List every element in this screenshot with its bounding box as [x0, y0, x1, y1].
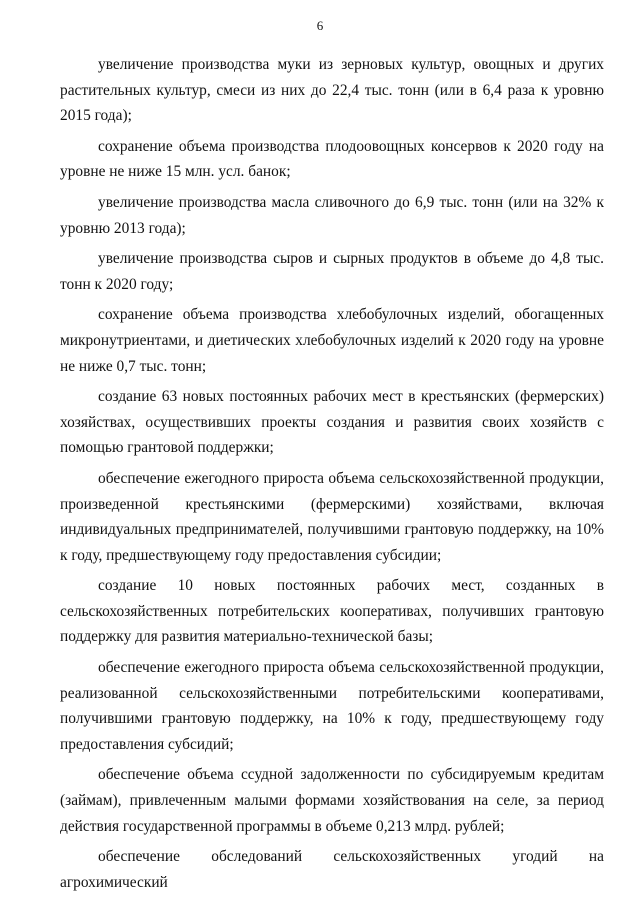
paragraph-cooperative-jobs: создание 10 новых постоянных рабочих мест, созданных в сельскохозяйственных потребительских кооперативах, получивших грантовую поддержку для развития материально-технической базы; [60, 577, 604, 646]
paragraph-farm-jobs: создание 63 новых постоянных рабочих мест в крестьянских (фермерских) хозяйствах, осуществивших проекты создания и развития своих хозяйств с помощью грантовой поддержки; [60, 388, 604, 457]
paragraph-butter-production: увеличение производства масла сливочного до 6,9 тыс. тонн (или на 32% к уровню 2013 года); [60, 193, 604, 237]
document-body [60, 52, 604, 900]
paragraph-cooperative-sales-growth: обеспечение ежегодного прироста объема сельскохозяйственной продукции, реализованной сельскохозяйственными потребительскими кооперативами, получившими грантовую поддержку, на 10% к году, предшествующему году предоставления субсидий; [60, 659, 604, 753]
paragraph-loan-debt-volume: обеспечение объема ссудной задолженности по субсидируемым кредитам (займам), привлеченным малыми формами хозяйствования на селе, за период действия государственной программы в объеме 0,213 млрд. рублей; [60, 766, 604, 835]
paragraph-canned-vegetables: сохранение объема производства плодоовощных консервов к 2020 году на уровне не ниже 15 млн. усл. банок; [60, 137, 604, 181]
paragraph-flour-production: увеличение производства муки из зерновых культур, овощных и других растительных культур, смеси из них до 22,4 тыс. тонн (или в 6,4 раза к уровню 2015 года); [60, 56, 604, 125]
paragraph-farm-output-growth: обеспечение ежегодного прироста объема сельскохозяйственной продукции, произведенной крестьянскими (фермерскими) хозяйствами, включая индивидуальных предпринимателей, получившими грантовую поддержку, на 10% к году, предшествующему году предоставления субсидии; [60, 469, 604, 564]
page-number: 6 [316, 18, 324, 33]
paragraph-bakery-products: сохранение объема производства хлебобулочных изделий, обогащенных микронутриентами, и диетических хлебобулочных изделий к 2020 году на уровне не ниже 0,7 тыс. тонн; [60, 306, 604, 375]
paragraph-cheese-production: увеличение производства сыров и сырных продуктов в объеме до 4,8 тыс. тонн к 2020 году; [60, 250, 604, 293]
paragraph-land-survey: обеспечение обследований сельскохозяйственных угодий на агрохимический [60, 848, 604, 891]
